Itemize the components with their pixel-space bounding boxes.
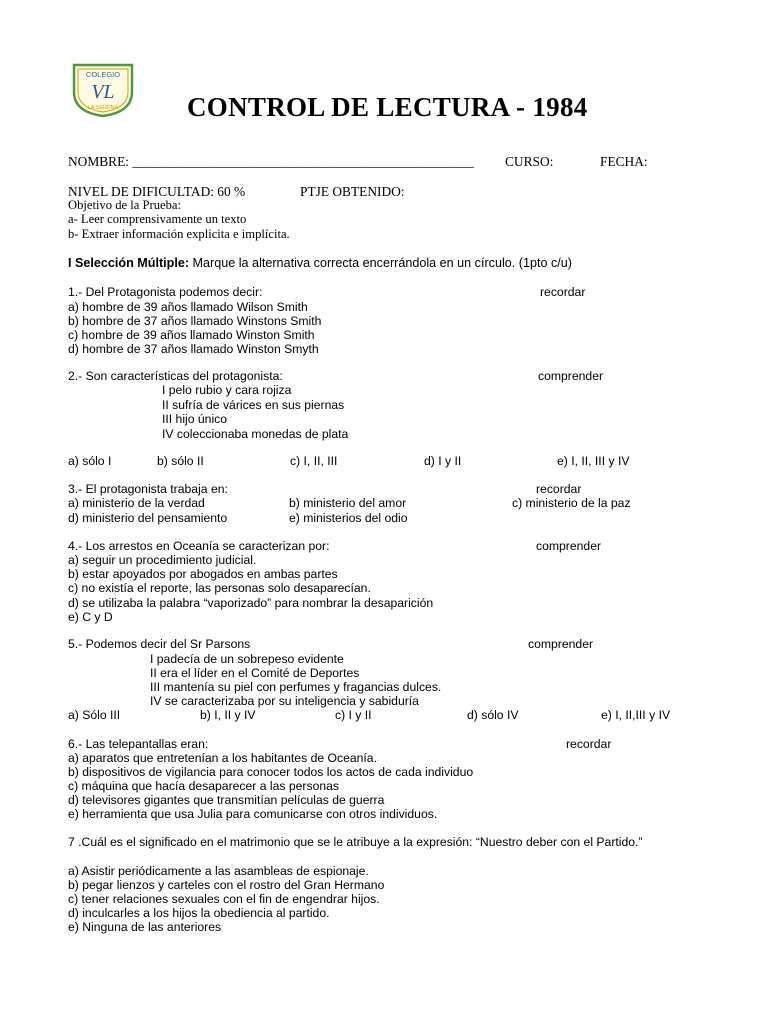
section-label: I Selección Múltiple: (68, 256, 190, 270)
q2-option-b[interactable]: b) sólo II (157, 454, 204, 468)
q3-option-d[interactable]: d) ministerio del pensamiento (68, 511, 228, 525)
school-logo (70, 62, 136, 118)
school-crest-icon (70, 62, 136, 118)
q2-item-2: II sufría de várices en sus piernas (162, 398, 345, 412)
q3-option-e[interactable]: e) ministerios del odio (289, 511, 408, 525)
q1-option-d[interactable]: d) hombre de 37 años llamado Winston Smyth (68, 342, 319, 356)
q7-option-b[interactable]: b) pegar lienzos y carteles con el rostro del Gran Hermano (68, 878, 385, 892)
q1-option-a[interactable]: a) hombre de 39 años llamado Wilson Smith (68, 300, 308, 314)
q5-option-e[interactable]: e) I, II,III y IV (601, 708, 671, 722)
q6-option-e[interactable]: e) herramienta que usa Julia para comunicarse con otros individuos. (68, 807, 438, 821)
q7-option-a[interactable]: a) Asistir periódicamente a las asambleas de espionaje. (68, 864, 369, 878)
q3-option-c[interactable]: c) ministerio de la paz (512, 496, 631, 510)
q4-option-d[interactable]: d) se utilizaba la palabra “vaporizado” para nombrar la desaparición (68, 596, 434, 610)
q7-option-c[interactable]: c) tener relaciones sexuales con el fin de engendrar hijos. (68, 892, 380, 906)
q4-option-b[interactable]: b) estar apoyados por abogados en ambas partes (68, 567, 338, 581)
page-title: CONTROL DE LECTURA - 1984 (187, 92, 588, 122)
q4-option-e[interactable]: e) C y D (68, 610, 113, 624)
q1-option-b[interactable]: b) hombre de 37 años llamado Winstons Smith (68, 314, 322, 328)
question-7: 7 .Cuál es el significado en el matrimonio que se le atribuye a la expresión: “Nuestro deber con el Partido.” (68, 835, 643, 849)
section-instructions: Marque la alternativa correcta encerrándola en un círculo. (1pto c/u) (189, 256, 572, 270)
q2-option-a[interactable]: a) sólo I (68, 454, 112, 468)
q2-item-1: I pelo rubio y cara rojiza (162, 383, 292, 397)
q2-option-e[interactable]: e) I, II, III y IV (557, 454, 630, 468)
question-3-skill: recordar (536, 482, 582, 496)
nombre-field[interactable]: NOMBRE: ___________________________________________________ (68, 154, 474, 169)
q5-item-4: IV se caracterizaba por su inteligencia y sabiduría (150, 694, 419, 708)
q6-option-c[interactable]: c) máquina que hacía desaparecer a las personas (68, 779, 339, 793)
q5-option-c[interactable]: c) I y II (335, 708, 372, 722)
logo-bottom-text: LA SERENA (87, 105, 119, 111)
nivel-dificultad: NIVEL DE DIFICULTAD: 60 % (68, 184, 246, 199)
question-2-skill: comprender (538, 369, 604, 383)
q2-item-3: III hijo único (162, 412, 228, 426)
ptje-obtenido: PTJE OBTENIDO: (300, 184, 405, 199)
curso-field[interactable]: CURSO: (505, 154, 554, 169)
question-6: 6.- Las telepantallas eran: (68, 737, 209, 751)
q5-item-1: I padecía de un sobrepeso evidente (150, 652, 344, 666)
question-3: 3.- El protagonista trabaja en: (68, 482, 228, 496)
question-1-skill: recordar (540, 285, 586, 299)
q7-option-d[interactable]: d) inculcarles a los hijos la obediencia al partido. (68, 906, 330, 920)
fecha-field[interactable]: FECHA: (600, 154, 648, 169)
question-5: 5.- Podemos decir del Sr Parsons (68, 637, 251, 651)
q5-item-3: III mantenía su piel con perfumes y fragancias dulces. (150, 680, 442, 694)
q4-option-a[interactable]: a) seguir un procedimiento judicial. (68, 553, 257, 567)
objetivo-label: Objetivo de la Prueba: (68, 198, 181, 212)
q5-option-b[interactable]: b) I, II y IV (200, 708, 256, 722)
q4-option-c[interactable]: c) no existía el reporte, las personas solo desaparecían. (68, 581, 371, 595)
question-4: 4.- Los arrestos en Oceanía se caracterizan por: (68, 539, 330, 553)
logo-initials: VL (91, 81, 115, 103)
q6-option-d[interactable]: d) televisores gigantes que transmitían películas de guerra (68, 793, 385, 807)
q3-option-a[interactable]: a) ministerio de la verdad (68, 496, 205, 510)
question-2: 2.- Son características del protagonista: (68, 369, 283, 383)
q3-option-b[interactable]: b) ministerio del amor (289, 496, 407, 510)
question-1: 1.- Del Protagonista podemos decir: (68, 285, 263, 299)
question-5-skill: comprender (528, 637, 594, 651)
logo-top-text: COLEGIO (85, 70, 121, 79)
question-4-skill: comprender (536, 539, 602, 553)
question-6-skill: recordar (566, 737, 612, 751)
objetivo-b: b- Extraer información explicita e implícita. (68, 227, 290, 241)
q2-option-c[interactable]: c) I, II, III (290, 454, 338, 468)
q5-option-d[interactable]: d) sólo IV (467, 708, 519, 722)
q7-option-e[interactable]: e) Ninguna de las anteriores (68, 920, 222, 934)
q1-option-c[interactable]: c) hombre de 39 años llamado Winston Smith (68, 328, 315, 342)
q5-option-a[interactable]: a) Sólo III (68, 708, 121, 722)
q5-item-2: II era el líder en el Comité de Deportes (150, 666, 360, 680)
q2-item-4: IV coleccionaba monedas de plata (162, 427, 349, 441)
section-heading (68, 256, 572, 270)
q6-option-a[interactable]: a) aparatos que entretenían a los habitantes de Oceanía. (68, 751, 377, 765)
q2-option-d[interactable]: d) I y II (424, 454, 462, 468)
q6-option-b[interactable]: b) dispositivos de vigilancia para conocer todos los actos de cada individuo (68, 765, 474, 779)
objetivo-a: a- Leer comprensivamente un texto (68, 212, 247, 226)
